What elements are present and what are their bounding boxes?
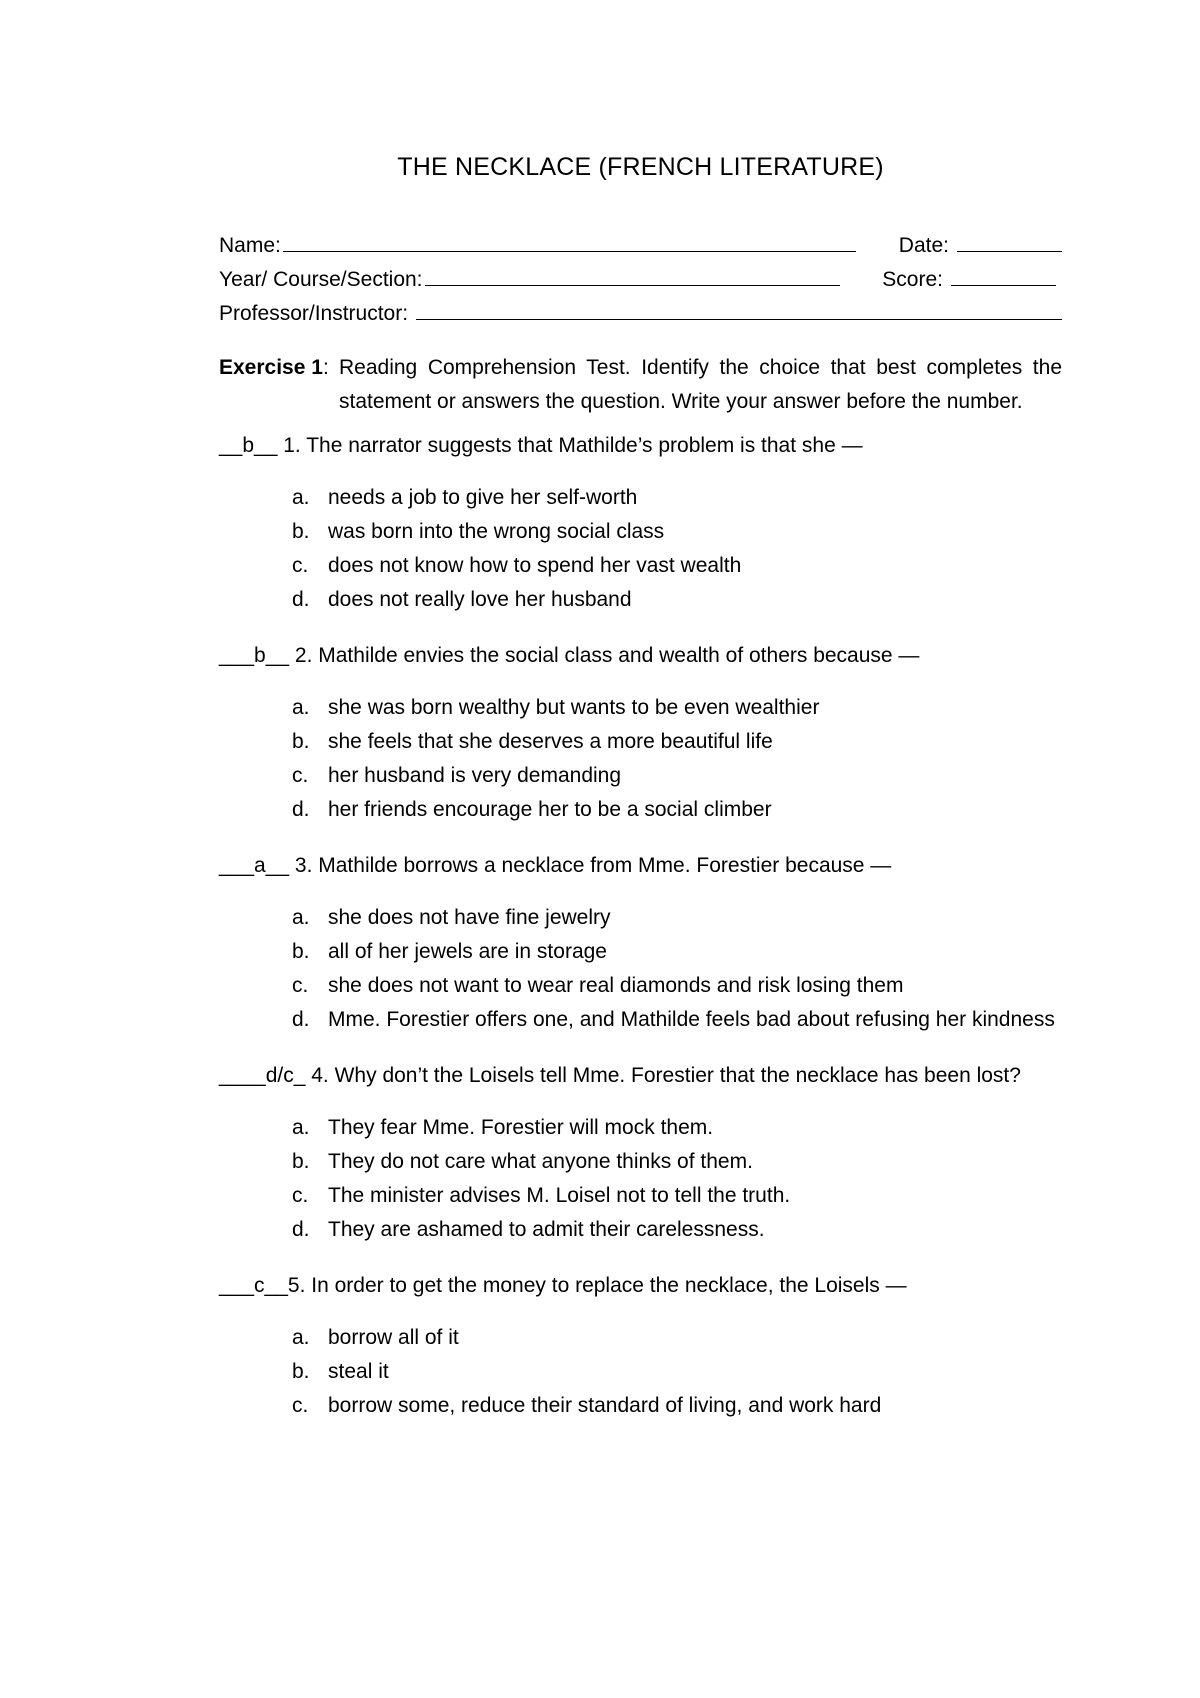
option-item: b. steal it — [292, 1360, 389, 1383]
name-date-row — [219, 229, 1062, 263]
option-item: a. she was born wealthy but wants to be even wealthier — [292, 696, 820, 719]
professor-label: Professor/Instructor: — [219, 302, 409, 325]
question-1 — [219, 429, 1062, 463]
option-item: b. was born into the wrong social class — [292, 520, 665, 543]
year-course-section-label: Year/ Course/Section: — [219, 268, 423, 291]
page-title: THE NECKLACE (FRENCH LITERATURE) — [397, 153, 884, 181]
option-item: b. They do not care what anyone thinks of them. — [292, 1150, 753, 1173]
option-item: a. borrow all of it — [292, 1326, 459, 1349]
options-list — [219, 481, 1062, 617]
worksheet-content — [219, 150, 1062, 1445]
question-text: 1. The narrator suggests that Mathilde’s problem is that she — — [277, 434, 863, 457]
answer-blank[interactable]: ___a__ — [219, 854, 290, 877]
question-5 — [219, 1269, 1062, 1303]
answer-blank[interactable]: ___c__ — [219, 1274, 288, 1297]
options-list — [219, 901, 1062, 1037]
question-text: 4. Why don’t the Loisels tell Mme. Forestier that the necklace has been lost? — [305, 1064, 1021, 1087]
option-item: c. does not know how to spend her vast wealth — [292, 554, 742, 577]
question-text: 2. Mathilde envies the social class and wealth of others because — — [289, 644, 920, 667]
option-item: a. They fear Mme. Forestier will mock them. — [292, 1116, 714, 1139]
name-blank[interactable] — [283, 231, 856, 252]
answer-blank[interactable]: ___b__ — [219, 644, 290, 667]
question-3 — [219, 849, 1062, 883]
exercise-text: Reading Comprehension Test. Identify the choice that best completes the statement or answers the question. Write your answer before the number. — [339, 356, 1062, 413]
option-item: b. she feels that she deserves a more beautiful life — [292, 730, 773, 753]
answer-blank[interactable]: __b__ — [219, 434, 278, 457]
score-blank[interactable] — [951, 265, 1056, 286]
option-item: c. her husband is very demanding — [292, 764, 622, 787]
question-text: 3. Mathilde borrows a necklace from Mme. Forestier because — — [289, 854, 892, 877]
options-list — [219, 1111, 1062, 1247]
name-label: Name: — [219, 234, 281, 257]
professor-row — [219, 297, 1062, 331]
option-item: d. Mme. Forestier offers one, and Mathilde feels bad about refusing her kindness — [292, 1008, 1055, 1031]
exercise-instructions — [219, 351, 1062, 419]
option-item: c. she does not want to wear real diamonds and risk losing them — [292, 974, 904, 997]
score-label: Score: — [882, 268, 943, 291]
option-item: d. her friends encourage her to be a social climber — [292, 798, 772, 821]
year-course-section-blank[interactable] — [425, 265, 840, 286]
exercise-label: Exercise 1: — [219, 356, 329, 379]
option-item: b. all of her jewels are in storage — [292, 940, 607, 963]
professor-blank[interactable] — [416, 299, 1062, 320]
answer-blank[interactable]: ____d/c_ — [219, 1064, 306, 1087]
question-4 — [219, 1059, 1062, 1093]
question-text: 5. In order to get the money to replace the necklace, the Loisels — — [287, 1274, 907, 1297]
year-score-row — [219, 263, 1062, 297]
date-blank[interactable] — [957, 231, 1062, 252]
question-2 — [219, 639, 1062, 673]
options-list — [219, 1321, 1062, 1423]
options-list — [219, 691, 1062, 827]
option-item: a. she does not have fine jewelry — [292, 906, 611, 929]
option-item: d. They are ashamed to admit their carelessness. — [292, 1218, 765, 1241]
option-item: c. borrow some, reduce their standard of living, and work hard — [292, 1394, 882, 1417]
date-label: Date: — [898, 234, 949, 257]
option-item: a. needs a job to give her self-worth — [292, 486, 638, 509]
option-item: c. The minister advises M. Loisel not to tell the truth. — [292, 1184, 791, 1207]
option-item: d. does not really love her husband — [292, 588, 632, 611]
